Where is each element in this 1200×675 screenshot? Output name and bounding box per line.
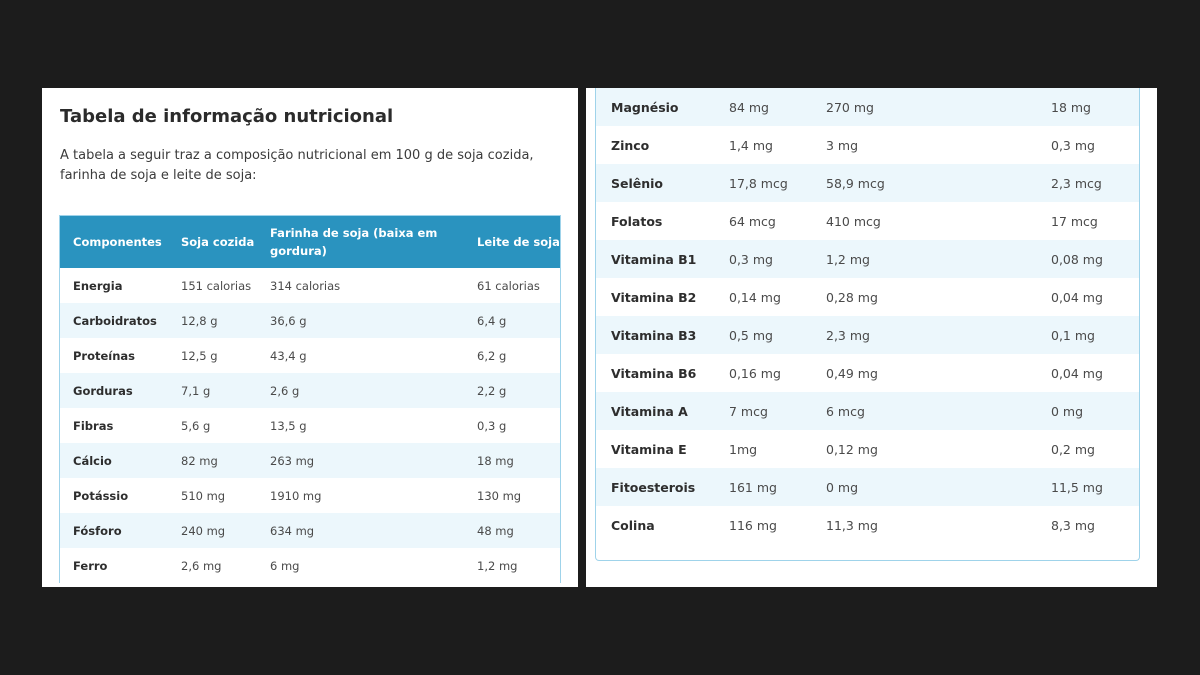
nutrient-value: 0,16 mg bbox=[714, 354, 811, 392]
table-row bbox=[60, 373, 560, 408]
nutrient-value: 58,9 mcg bbox=[811, 164, 1036, 202]
component-name: Ferro bbox=[73, 558, 108, 573]
nutrient-value: 6,2 g bbox=[477, 348, 507, 363]
nutrient-value: 1mg bbox=[714, 430, 811, 468]
component-name: Selênio bbox=[596, 164, 714, 202]
left-panel bbox=[42, 88, 578, 587]
component-name: Cálcio bbox=[60, 443, 168, 478]
table-row bbox=[596, 506, 1139, 544]
table-row bbox=[596, 316, 1139, 354]
component-name: Fibras bbox=[73, 418, 114, 433]
nutrient-value: 0,1 mg bbox=[1036, 316, 1139, 354]
intro-paragraph: A tabela a seguir traz a composição nutricional em 100 g de soja cozida, farinha de soja e leite de soja: bbox=[60, 148, 534, 183]
table-row bbox=[596, 468, 1139, 506]
nutrient-value: 0,04 mg bbox=[1036, 354, 1139, 392]
nutrient-value: 314 calorias bbox=[270, 278, 341, 293]
component-name: Vitamina B3 bbox=[596, 316, 714, 354]
component-name: Vitamina B2 bbox=[596, 278, 714, 316]
nutrient-value: 43,4 g bbox=[270, 348, 307, 363]
nutrient-value: 18 mg bbox=[464, 443, 560, 478]
nutrient-value: 61 calorias bbox=[477, 278, 540, 293]
nutrient-value: 11,5 mg bbox=[1036, 468, 1139, 506]
nutrient-value: 64 mcg bbox=[714, 202, 811, 240]
nutrient-value: 0 mg bbox=[811, 468, 1036, 506]
nutrient-value: 5,6 g bbox=[181, 418, 211, 433]
nutrient-value: 7,1 g bbox=[168, 373, 257, 408]
nutrient-value: 48 mg bbox=[464, 513, 560, 548]
nutrient-value: 240 mg bbox=[168, 513, 257, 548]
nutrient-value: 1,2 mg bbox=[477, 558, 518, 573]
table-row bbox=[596, 126, 1139, 164]
nutrient-value: 0,14 mg bbox=[714, 278, 811, 316]
nutrient-value: 151 calorias bbox=[181, 278, 252, 293]
nutrient-value: 8,3 mg bbox=[1036, 506, 1139, 544]
table-row bbox=[596, 202, 1139, 240]
component-name: Proteínas bbox=[73, 348, 136, 363]
nutrient-value: 6,4 g bbox=[464, 303, 560, 338]
nutrient-value: 17,8 mcg bbox=[714, 164, 811, 202]
nutrient-value: 12,8 g bbox=[168, 303, 257, 338]
header-leite-de-soja: Leite de soja bbox=[464, 216, 560, 268]
nutrient-value: 410 mcg bbox=[811, 202, 1036, 240]
nutrient-value: 2,2 g bbox=[464, 373, 560, 408]
nutrient-value: 84 mg bbox=[714, 88, 811, 126]
table-row bbox=[60, 443, 560, 478]
table-row bbox=[596, 354, 1139, 392]
nutrient-value: 18 mg bbox=[1036, 88, 1139, 126]
nutrient-value: 12,5 g bbox=[181, 348, 218, 363]
table-row bbox=[596, 430, 1139, 468]
table-row bbox=[60, 478, 560, 513]
nutrient-value: 116 mg bbox=[714, 506, 811, 544]
nutrient-value: 263 mg bbox=[257, 443, 464, 478]
nutrient-value: 0,3 mg bbox=[714, 240, 811, 278]
nutrient-value: 510 mg bbox=[181, 488, 226, 503]
nutrient-value: 0,04 mg bbox=[1036, 278, 1139, 316]
nutrient-value: 2,6 mg bbox=[181, 558, 222, 573]
nutrient-value: 0,49 mg bbox=[811, 354, 1036, 392]
nutrient-value: 2,3 mg bbox=[811, 316, 1036, 354]
section-title: Tabela de informação nutricional bbox=[60, 106, 394, 127]
nutrient-value: 0,2 mg bbox=[1036, 430, 1139, 468]
table-row bbox=[596, 240, 1139, 278]
component-name: Carboidratos bbox=[60, 303, 168, 338]
nutrient-value: 0,3 g bbox=[477, 418, 507, 433]
header-farinha-de-soja: Farinha de soja (baixa em gordura) bbox=[257, 216, 464, 268]
nutrient-value: 2,6 g bbox=[257, 373, 464, 408]
table-row bbox=[60, 303, 560, 338]
nutrient-value: 1,2 mg bbox=[811, 240, 1036, 278]
nutrient-value: 11,3 mg bbox=[811, 506, 1036, 544]
component-name: Colina bbox=[596, 506, 714, 544]
nutrient-value: 82 mg bbox=[168, 443, 257, 478]
nutrient-value: 0,08 mg bbox=[1036, 240, 1139, 278]
table-row bbox=[60, 513, 560, 548]
component-name: Fósforo bbox=[60, 513, 168, 548]
table-row bbox=[596, 392, 1139, 430]
component-name: Folatos bbox=[596, 202, 714, 240]
nutrient-value: 130 mg bbox=[477, 488, 522, 503]
component-name: Energia bbox=[73, 278, 123, 293]
component-name: Fitoesterois bbox=[596, 468, 714, 506]
header-soja-cozida: Soja cozida bbox=[168, 216, 257, 268]
table-row bbox=[60, 268, 560, 303]
table-row bbox=[596, 88, 1139, 126]
component-name: Vitamina B1 bbox=[596, 240, 714, 278]
nutrient-value: 1,4 mg bbox=[714, 126, 811, 164]
nutrient-value: 6 mcg bbox=[811, 392, 1036, 430]
table-row bbox=[596, 164, 1139, 202]
nutrition-table-right bbox=[595, 88, 1140, 561]
nutrient-value: 36,6 g bbox=[257, 303, 464, 338]
nutrient-value: 7 mcg bbox=[714, 392, 811, 430]
nutrient-value: 17 mcg bbox=[1036, 202, 1139, 240]
component-name: Vitamina E bbox=[596, 430, 714, 468]
nutrient-value: 634 mg bbox=[257, 513, 464, 548]
table-row bbox=[60, 548, 560, 583]
nutrient-value: 0,12 mg bbox=[811, 430, 1036, 468]
component-name: Gorduras bbox=[60, 373, 168, 408]
table-row bbox=[60, 408, 560, 443]
table-row bbox=[596, 278, 1139, 316]
nutrient-value: 2,3 mcg bbox=[1036, 164, 1139, 202]
component-name: Vitamina B6 bbox=[596, 354, 714, 392]
table-header-row bbox=[60, 216, 560, 268]
header-componentes: Componentes bbox=[60, 216, 168, 268]
nutrition-table-left bbox=[59, 215, 561, 583]
nutrient-value: 0 mg bbox=[1036, 392, 1139, 430]
nutrient-value: 0,3 mg bbox=[1036, 126, 1139, 164]
nutrient-value: 6 mg bbox=[270, 558, 300, 573]
table-row bbox=[60, 338, 560, 373]
nutrient-value: 13,5 g bbox=[270, 418, 307, 433]
component-name: Vitamina A bbox=[596, 392, 714, 430]
nutrient-value: 0,5 mg bbox=[714, 316, 811, 354]
nutrient-value: 0,28 mg bbox=[811, 278, 1036, 316]
nutrient-value: 161 mg bbox=[714, 468, 811, 506]
component-name: Zinco bbox=[596, 126, 714, 164]
component-name: Potássio bbox=[73, 488, 129, 503]
right-panel bbox=[586, 88, 1157, 587]
nutrient-value: 3 mg bbox=[811, 126, 1036, 164]
component-name: Magnésio bbox=[596, 88, 714, 126]
nutrient-value: 1910 mg bbox=[270, 488, 322, 503]
nutrient-value: 270 mg bbox=[811, 88, 1036, 126]
